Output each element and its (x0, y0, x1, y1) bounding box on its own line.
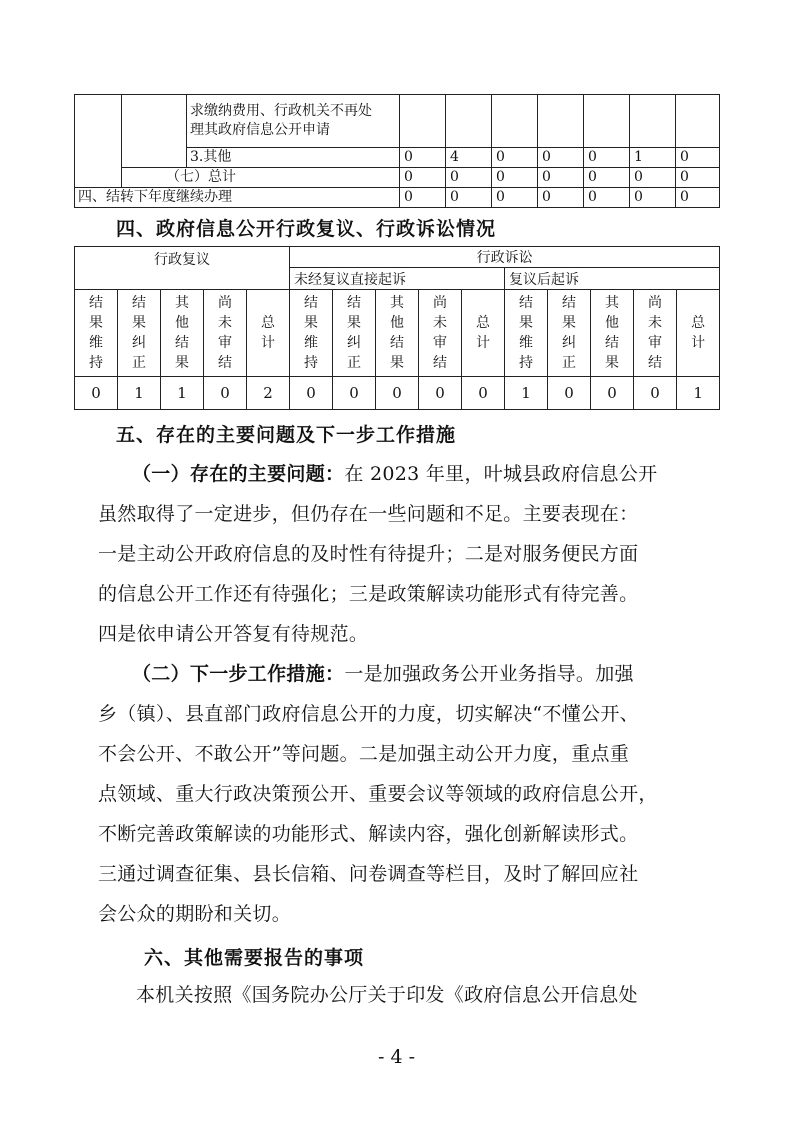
column-header: 结果纠正 (118, 290, 161, 377)
column-header: 总计 (247, 290, 290, 377)
row-label: （七）总计 (122, 168, 400, 188)
row-label: 四、结转下年度继续办理 (75, 188, 400, 208)
row-label: 3.其他 (187, 148, 400, 168)
table-cell: 1 (505, 377, 548, 410)
table-row (75, 95, 720, 148)
section-heading: 六、其他需要报告的事项 (144, 947, 365, 969)
table-row: 3.其他 0 4 0 0 0 1 0 (75, 148, 720, 168)
table-cell: 0 (333, 377, 376, 410)
column-header: 尚未审结 (634, 290, 677, 377)
table-cell: 0 (75, 377, 118, 410)
column-header: 其他结果 (161, 290, 204, 377)
table-row (75, 290, 720, 377)
table-cell: 0 (634, 377, 677, 410)
section-heading: 五、存在的主要问题及下一步工作措施 (116, 424, 457, 446)
column-header: 结果维持 (505, 290, 548, 377)
review-litigation-table (74, 246, 720, 410)
table-cell: 0 (419, 377, 462, 410)
paragraph-measures: （二）下一步工作措施：一是加强政务公开业务指导。加强 乡（镇）、县直部门政府信息公开的力度，切实解决“不懂公开、 不会公开、不敢公开”等问题。二是加强主动公开力度，重点重 点领域、重大行政决策预公开、重要会议等领域的政府信息公开， 不断完善政策解读的功能形式、解读内容，强化创新解读形式。 三通过调查征集、县长信箱、问卷调查等栏目，及时了解回应社 会公众的期盼和关切。 (98, 663, 658, 925)
admin-litigation-header: 行政诉讼 (290, 247, 720, 268)
table-row (75, 377, 720, 410)
column-header: 结果纠正 (333, 290, 376, 377)
table-cell: 0 (376, 377, 419, 410)
table-cell: 0 (462, 377, 505, 410)
column-header: 其他结果 (591, 290, 634, 377)
table-cell: 2 (247, 377, 290, 410)
table-row: （七）总计 0 0 0 0 0 0 0 (75, 168, 720, 188)
admin-review-header: 行政复议 (75, 247, 290, 290)
table-row (75, 247, 720, 268)
after-review-suit-header: 复议后起诉 (505, 268, 720, 290)
table-cell: 1 (161, 377, 204, 410)
column-header: 结果纠正 (548, 290, 591, 377)
row-label: 求缴纳费用、行政机关不再处 理其政府信息公开申请 (187, 95, 400, 148)
column-header: 尚未审结 (204, 290, 247, 377)
paragraph-lead: （二）下一步工作措施： (132, 663, 345, 685)
table-cell: 0 (591, 377, 634, 410)
column-header: 尚未审结 (419, 290, 462, 377)
table-cell: 1 (118, 377, 161, 410)
column-header: 其他结果 (376, 290, 419, 377)
section-heading: 四、政府信息公开行政复议、行政诉讼情况 (116, 218, 497, 240)
column-header: 结果维持 (290, 290, 333, 377)
table-cell: 0 (290, 377, 333, 410)
paragraph-lead: （一）存在的主要问题： (132, 463, 345, 485)
page-number: - 4 - (377, 1046, 415, 1068)
paragraph-problems: （一）存在的主要问题：在 2023 年里，叶城县政府信息公开 虽然取得了一定进步，但仍存在一些问题和不足。主要表现在： 一是主动公开政府信息的及时性有待提升；二是对服务便民方面 的信息公开工作还有待强化；三是政策解读功能形式有待完善。 四是依申请公开答复有待规范。 (98, 463, 658, 645)
column-header: 总计 (462, 290, 505, 377)
column-header: 结果维持 (75, 290, 118, 377)
table-cell: 0 (548, 377, 591, 410)
direct-suit-header: 未经复议直接起诉 (290, 268, 505, 290)
column-header: 总计 (677, 290, 720, 377)
table-cell: 0 (204, 377, 247, 410)
continuation-table (74, 94, 720, 208)
table-cell: 1 (677, 377, 720, 410)
table-row: 四、结转下年度继续办理 0 0 0 0 0 0 0 (75, 188, 720, 208)
paragraph-other: 本机关按照《国务院办公厅关于印发《政府信息公开信息处 (136, 984, 638, 1006)
